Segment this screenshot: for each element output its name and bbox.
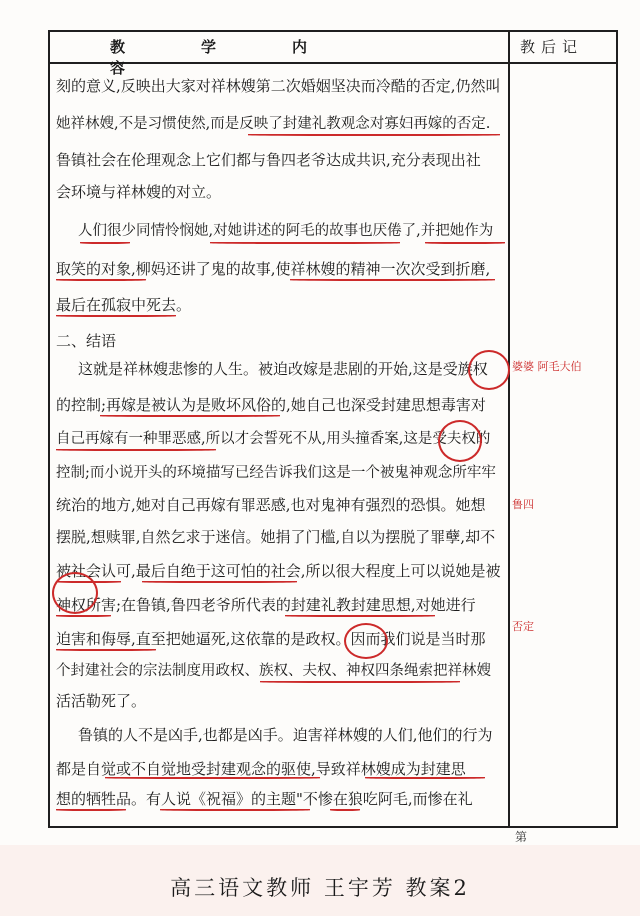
red-underline [56,279,146,281]
red-underline [56,649,156,651]
red-circle-clan-power [468,350,510,390]
text-line: 被社会认可,最后自绝于这可怕的社会,所以很大程度上可以说她是被 [56,562,501,580]
text-line: 迫害和侮辱,直至把她逼死,这依靠的是政权。因而我们说是当时那 [56,630,486,648]
text-line: 最后在孤寂中死去。 [56,296,192,314]
red-underline [56,315,176,317]
text-line: 神权所害;在鲁镇,鲁四老爷所代表的封建礼教封建思想,对她进行 [56,596,476,614]
red-underline [210,242,400,244]
red-underline [56,449,216,451]
text-line: 都是自觉或不自觉地受封建观念的驱使,导致祥林嫂成为封建思 [56,760,466,778]
red-circle-political-power [344,623,388,659]
column-divider [508,30,510,828]
text-line: 鲁镇的人不是凶手,也都是凶手。迫害祥林嫂的人们,他们的行为 [78,726,493,744]
margin-note: 婆婆 阿毛大伯 [512,360,582,373]
text-line: 鲁镇社会在伦理观念上它们都与鲁四老爷达成共识,充分表现出社 [56,151,481,169]
red-underline [248,134,500,136]
red-circle-husband-power [438,420,482,462]
text-line: 这就是祥林嫂悲惨的人生。被迫改嫁是悲剧的开始,这是受族权 [78,360,488,378]
text-line: 活活勒死了。 [56,692,147,710]
red-underline [160,809,310,811]
text-line: 自己再嫁有一种罪恶感,所以才会誓死不从,用头撞香案,这是受夫权的 [56,431,491,447]
red-underline [56,809,126,811]
text-line: 刻的意义,反映出大家对祥林嫂第二次婚姻坚决而冷酷的否定,仍然叫 [56,77,501,95]
margin-note: 鲁四 [512,498,534,511]
red-underline [105,777,320,779]
text-line: 取笑的对象,柳妈还讲了鬼的故事,使祥林嫂的精神一次次受到折磨, [56,260,491,278]
red-underline [365,777,485,779]
red-underline [260,681,460,683]
margin-note: 否定 [512,620,534,633]
text-line: 统治的地方,她对自己再嫁有罪恶感,也对鬼神有强烈的恐惧。她想 [56,496,486,514]
red-underline [285,615,435,617]
text-line: 的控制;再嫁是被认为是败坏风俗的,她自己也深受封建思想毒害对 [56,396,486,414]
red-underline [330,809,360,811]
red-underline [290,279,495,281]
page-number-label: 第 [515,830,580,844]
red-circle-divine-power [52,572,98,614]
text-line: 她祥林嫂,不是习惯使然,而是反映了封建礼教观念对寡妇再嫁的否定. [56,116,491,132]
text-line: 个封建社会的宗法制度用政权、族权、夫权、神权四条绳索把祥林嫂 [56,663,491,679]
red-underline [56,615,111,617]
red-underline [425,242,505,244]
text-line: 摆脱,想赎罪,自然乞求于迷信。她捐了门槛,自以为摆脱了罪孽,却不 [56,528,496,546]
red-underline [80,242,130,244]
section-heading: 二、结语 [56,332,117,350]
text-line: 人们很少同情怜悯她,对她讲述的阿毛的故事也厌倦了,并把她作为 [78,223,494,239]
teaching-content-header: 教学内容 [110,38,384,77]
text-line: 会环境与祥林嫂的对立。 [56,183,222,201]
post-teaching-notes-header: 教后记 [520,38,584,56]
text-line: 控制;而小说开头的环境描写已经告诉我们这是一个被鬼神观念所牢牢 [56,465,496,481]
text-line: 想的牺牲品。有人说《祝福》的主题"不惨在狼吃阿毛,而惨在礼 [56,790,473,808]
footer-caption: 高三语文教师 王宇芳 教案2 [170,876,470,900]
red-underline [100,415,280,417]
red-underline [142,581,297,583]
